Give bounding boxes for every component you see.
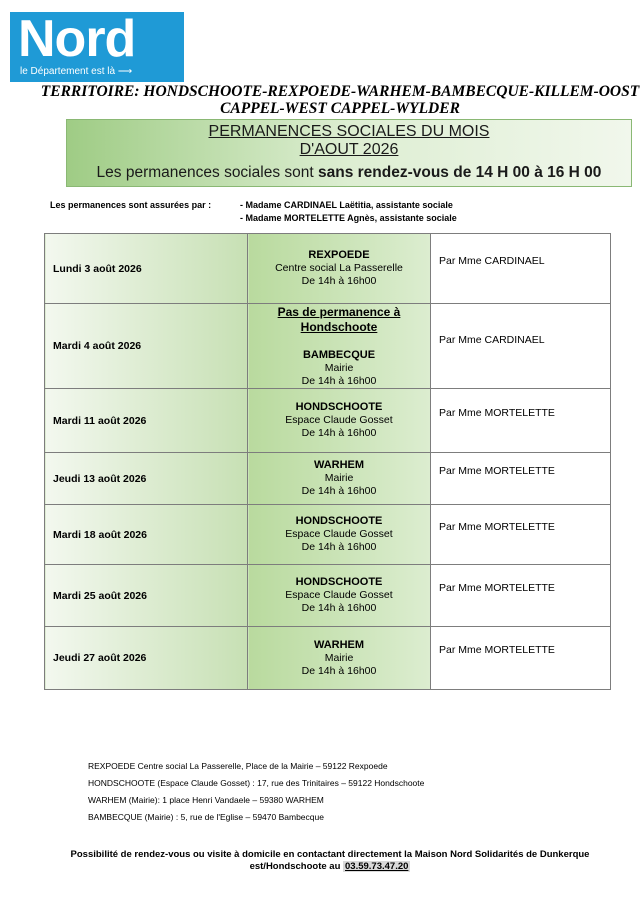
place-hours: De 14h à 16h00 [301,485,377,497]
banner-subtitle [67,164,631,182]
place-hours: De 14h à 16h00 [301,602,377,614]
schedule-table [44,233,611,690]
table-row [45,234,611,304]
person-label: Par Mme MORTELETTE [439,406,555,419]
row-date: Mardi 18 août 2026 [45,505,248,565]
address-rexpoede: REXPOEDE Centre social La Passerelle, Place de la Mairie – 59122 Rexpoede [88,761,388,771]
place-name: HONDSCHOOTE [295,515,383,527]
table-row [45,565,611,627]
banner-title-1: PERMANENCES SOCIALES DU MOIS [208,123,490,140]
table-row [45,389,611,453]
footer-line-1: Possibilité de rendez-vous ou visite à domicile en contactant directement la Maison Nord Solidarités de Dunkerque [70,849,590,860]
table-row [45,304,611,389]
place-venue: Espace Claude Gosset [285,414,393,426]
phone-number[interactable]: 03.59.73.47.20 [345,861,409,872]
place-hours: De 14h à 16h00 [301,374,377,387]
person-label: Par Mme MORTELETTE [439,464,555,477]
place-name: HONDSCHOOTE [295,401,383,413]
place-hours: De 14h à 16h00 [301,427,377,439]
territory-heading [40,83,640,117]
place-venue: Mairie [324,651,354,664]
place-name: WARHEM [313,638,365,651]
row-person [431,565,611,627]
banner-title-2: D'AOUT 2026 [299,141,399,158]
place-venue: Mairie [324,361,354,374]
place-name: WARHEM [313,459,365,471]
place-hours: De 14h à 16h00 [301,664,377,677]
place-venue: Centre social La Passerelle [275,262,403,274]
place-name: BAMBECQUE [302,348,376,361]
place-venue: Espace Claude Gosset [285,528,393,540]
no-permanence-notice: Pas de permanence à Hondschoote [277,304,401,334]
banner-subtitle-plain: Les permanences sociales sont [96,164,318,181]
banner-subtitle-bold: sans rendez-vous de 14 H 00 à 16 H 00 [317,164,602,181]
row-place [248,565,431,627]
nord-logo [10,12,184,82]
row-place [248,505,431,565]
title-banner [66,119,632,187]
place-venue: Mairie [324,472,354,484]
row-person [431,304,611,389]
row-date: Jeudi 27 août 2026 [45,627,248,690]
address-bambecque: BAMBECQUE (Mairie) : 5, rue de l'Eglise – 59470 Bambecque [88,812,324,822]
table-row [45,453,611,505]
row-date: Lundi 3 août 2026 [45,234,248,304]
row-place [248,453,431,505]
person-label: Par Mme MORTELETTE [439,581,555,594]
address-hondschoote: HONDSCHOOTE (Espace Claude Gosset) : 17, rue des Trinitaires – 59122 Hondschoote [88,778,425,788]
place-venue: Espace Claude Gosset [285,589,393,601]
territory-line-1: TERRITOIRE: HONDSCHOOTE-REXPOEDE-WARHEM-BAMBECQUE-KILLEM-OOST [40,83,640,100]
row-place [248,627,431,690]
address-warhem: WARHEM (Mairie): 1 place Henri Vandaele – 59380 WARHEM [88,795,324,805]
table-row [45,505,611,565]
row-place [248,389,431,453]
place-name: HONDSCHOOTE [295,576,383,588]
row-person [431,505,611,565]
assured-label: Les permanences sont assurées par : [50,200,212,210]
person-label: Par Mme CARDINAEL [439,254,545,267]
footer-line-2-text: est/Hondschoote au [249,861,344,872]
row-person [431,234,611,304]
row-person [431,389,611,453]
place-hours: De 14h à 16h00 [301,275,377,287]
logo-tagline: le Département est là ⟶ [20,66,133,77]
row-date: Mardi 11 août 2026 [45,389,248,453]
row-date: Mardi 25 août 2026 [45,565,248,627]
row-place [248,304,431,389]
place-name: REXPOEDE [308,249,370,261]
person-label: Par Mme MORTELETTE [439,520,555,533]
row-person [431,627,611,690]
footer-line-2 [30,861,630,873]
territory-line-2: CAPPEL-WEST CAPPEL-WYLDER [220,100,460,117]
footer-contact [30,849,630,873]
row-date: Mardi 4 août 2026 [45,304,248,389]
row-person [431,453,611,505]
person-label: Par Mme CARDINAEL [439,334,545,346]
logo-wordmark: Nord [18,10,136,68]
person-label: Par Mme MORTELETTE [439,644,555,656]
assistant-mortelette: - Madame MORTELETTE Agnès, assistante sociale [240,213,457,223]
row-date: Jeudi 13 août 2026 [45,453,248,505]
table-row [45,627,611,690]
row-place [248,234,431,304]
place-hours: De 14h à 16h00 [301,541,377,553]
assistant-cardinael: - Madame CARDINAEL Laëtitia, assistante sociale [240,200,453,210]
